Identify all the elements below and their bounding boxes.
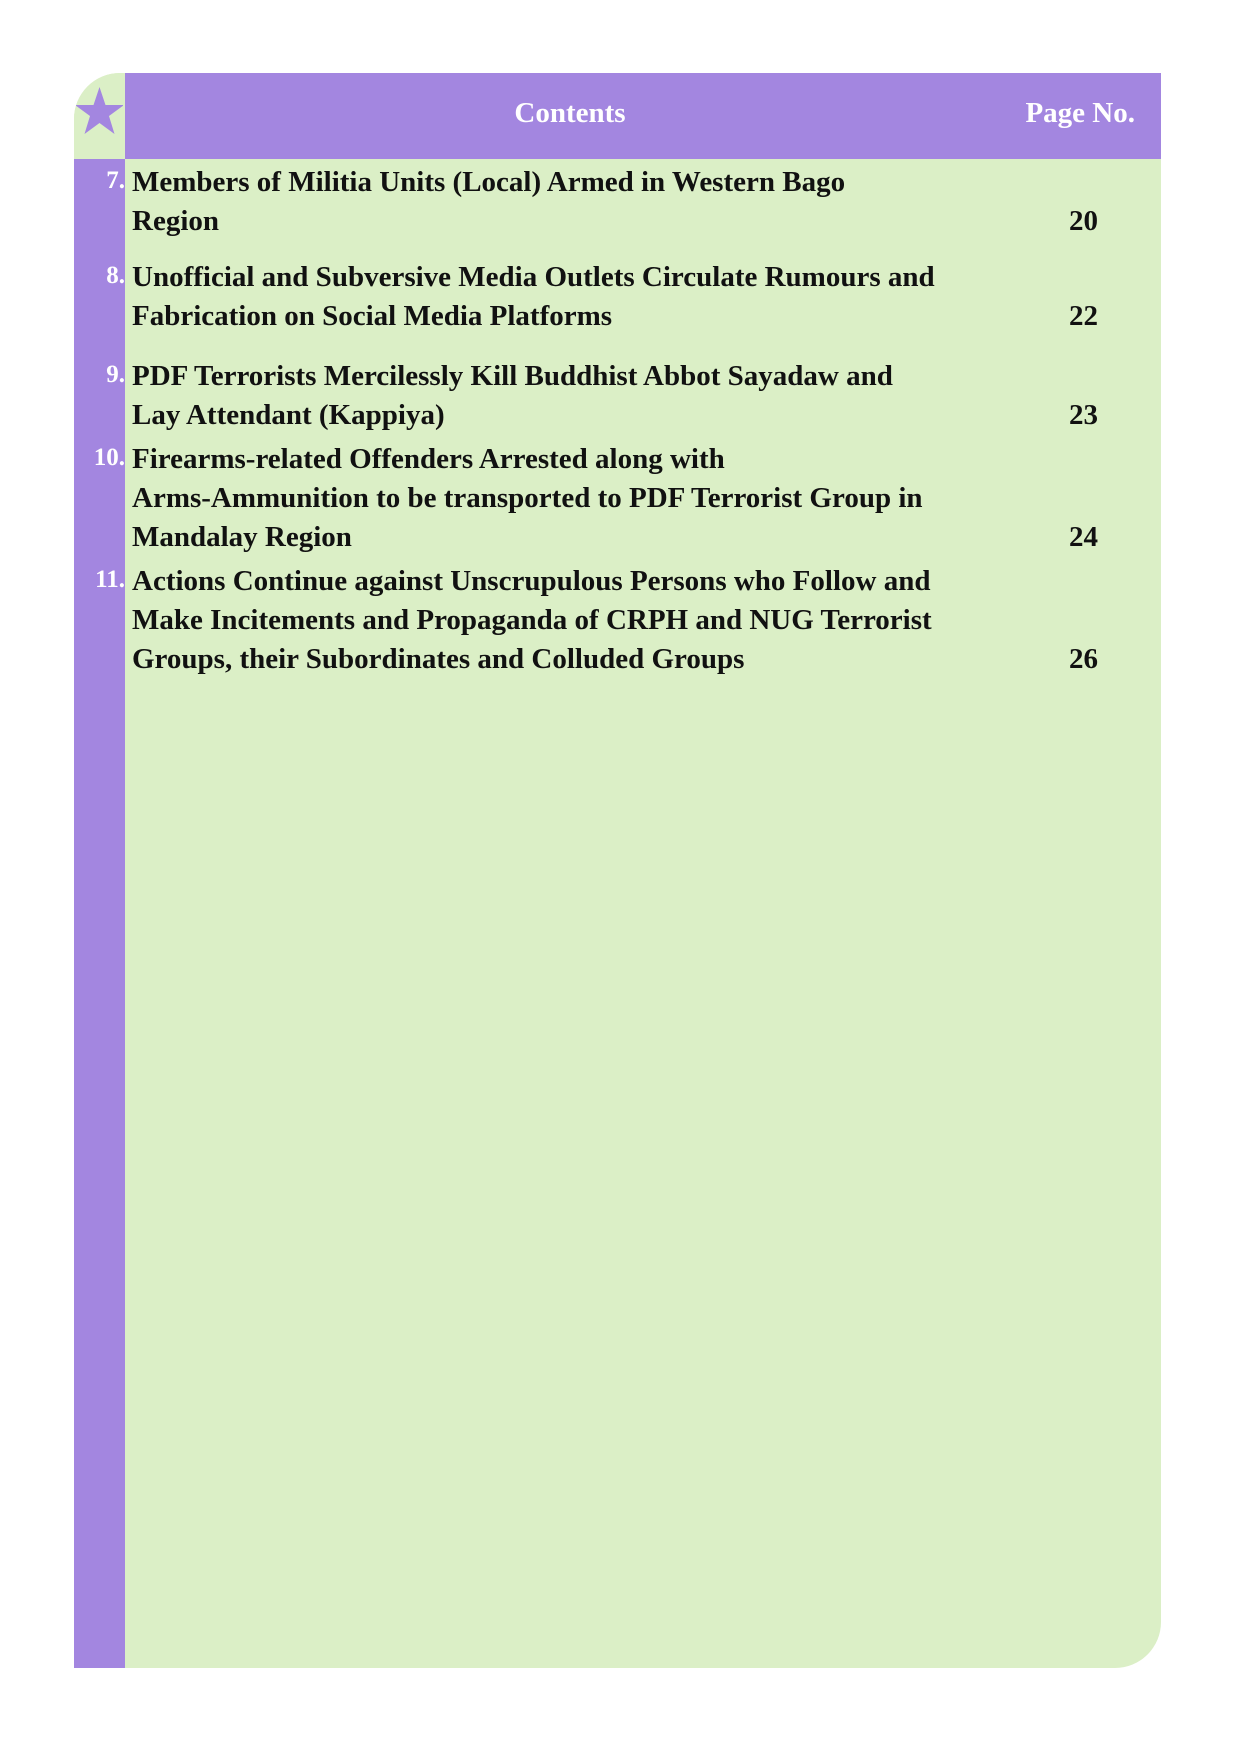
- toc-entry-title[interactable]: [132, 562, 1032, 679]
- star-cell: [74, 73, 125, 159]
- toc-entry-title[interactable]: [132, 163, 1032, 241]
- toc-entry-line: Lay Attendant (Kappiya): [132, 399, 445, 431]
- toc-entry-line: Arms-Ammunition to be transported to PDF Terrorist Group in: [132, 482, 923, 514]
- toc-entry-line: Members of Militia Units (Local) Armed in Western Bago: [132, 166, 846, 198]
- toc-entry-line: Firearms-related Offenders Arrested along with: [132, 443, 725, 475]
- toc-entry-line: PDF Terrorists Mercilessly Kill Buddhist Abbot Sayadaw and: [132, 360, 893, 392]
- toc-entry-number: 10.: [93, 444, 125, 471]
- toc-entry-line: Region: [132, 205, 219, 237]
- contents-header: [125, 73, 1161, 159]
- page-no-label: Page No.: [1025, 97, 1135, 129]
- toc-entry-title[interactable]: [132, 357, 1032, 435]
- toc-entry-page[interactable]: 26: [1069, 643, 1098, 675]
- toc-entry-title[interactable]: [132, 440, 1032, 557]
- toc-entry-title[interactable]: [132, 258, 1032, 336]
- toc-entry-page[interactable]: 22: [1069, 300, 1098, 332]
- contents-panel: [74, 73, 1161, 1668]
- toc-entry-page[interactable]: 24: [1069, 521, 1098, 553]
- toc-entry-line: Unofficial and Subversive Media Outlets Circulate Rumours and: [132, 261, 935, 293]
- toc-entry-line: Actions Continue against Unscrupulous Persons who Follow and: [132, 565, 931, 597]
- toc-entry-line: Mandalay Region: [132, 521, 352, 553]
- contents-title: Contents: [514, 97, 626, 129]
- toc-entry-line: Make Incitements and Propaganda of CRPH and NUG Terrorist: [132, 604, 932, 636]
- toc-entry-number: 8.: [106, 262, 125, 289]
- toc-entry-number: 7.: [106, 167, 125, 194]
- toc-entry-line: Groups, their Subordinates and Colluded Groups: [132, 643, 745, 675]
- toc-entry-page[interactable]: 20: [1069, 205, 1098, 237]
- toc-entry-page[interactable]: 23: [1069, 399, 1098, 431]
- toc-entry-number: 11.: [95, 566, 125, 593]
- star-icon: [76, 83, 123, 143]
- toc-entry-line: Fabrication on Social Media Platforms: [132, 300, 613, 332]
- toc-entry-number: 9.: [106, 361, 125, 388]
